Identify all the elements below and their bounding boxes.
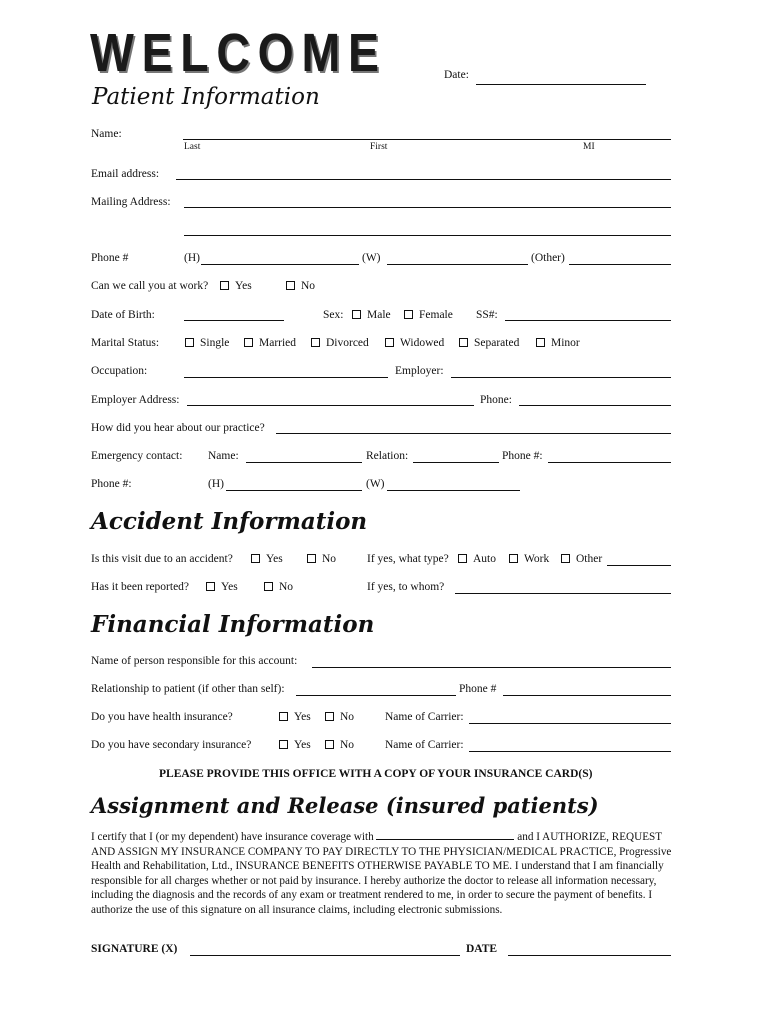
checkbox-icon[interactable] (561, 554, 570, 563)
checkbox-icon[interactable] (251, 554, 260, 563)
emergency-relation-label: Relation: (366, 450, 409, 462)
checkbox-icon[interactable] (206, 582, 215, 591)
marital-label: Marital Status: (91, 337, 160, 349)
emergency-relation-field[interactable] (413, 462, 499, 463)
accident-type-work[interactable]: Work (509, 553, 549, 565)
secondary-insurance-label: Do you have secondary insurance? (91, 739, 252, 751)
responsible-label: Name of person responsible for this account: (91, 655, 298, 667)
emergency-name-field[interactable] (246, 462, 362, 463)
accident-to-whom-field[interactable] (455, 593, 671, 594)
phone-work-label: (W) (362, 252, 381, 264)
checkbox-icon[interactable] (220, 281, 229, 290)
signature-label: SIGNATURE (X) (91, 943, 178, 955)
checkbox-icon[interactable] (509, 554, 518, 563)
checkbox-icon[interactable] (244, 338, 253, 347)
health-insurance-no[interactable]: No (325, 711, 354, 723)
dob-field[interactable] (184, 320, 284, 321)
insurance-company-field[interactable] (376, 829, 514, 840)
name-mi-caption: MI (583, 142, 595, 152)
welcome-title: WELCOME (90, 23, 387, 83)
dob-label: Date of Birth: (91, 309, 155, 321)
date-field[interactable] (476, 84, 646, 85)
ssn-label: SS#: (476, 309, 498, 321)
employer-address-label: Employer Address: (91, 394, 180, 406)
responsible-phone-label: Phone # (459, 683, 497, 695)
sex-male[interactable]: Male (352, 309, 391, 321)
hear-about-label: How did you hear about our practice? (91, 422, 265, 434)
emergency-phone-label: Phone #: (502, 450, 543, 462)
financial-heading: Financial Information (91, 611, 375, 638)
checkbox-icon[interactable] (536, 338, 545, 347)
sex-label: Sex: (323, 309, 344, 321)
emergency-phone-field[interactable] (548, 462, 671, 463)
insurance-card-notice: PLEASE PROVIDE THIS OFFICE WITH A COPY OF YOUR INSURANCE CARD(S) (159, 768, 593, 780)
patient-info-subtitle: Patient Information (92, 84, 320, 110)
call-work-label: Can we call you at work? (91, 280, 209, 292)
signature-date-label: DATE (466, 943, 498, 955)
responsible-phone-field[interactable] (503, 695, 671, 696)
accident-type-other[interactable]: Other (561, 553, 602, 565)
marital-married[interactable]: Married (244, 337, 296, 349)
checkbox-icon[interactable] (264, 582, 273, 591)
mailing-address-label: Mailing Address: (91, 196, 171, 208)
mailing-address-field-2[interactable] (184, 235, 671, 236)
mailing-address-field[interactable] (184, 207, 671, 208)
email-field[interactable] (176, 179, 671, 180)
checkbox-icon[interactable] (279, 712, 288, 721)
employer-address-field[interactable] (187, 405, 474, 406)
phone-label: Phone # (91, 252, 129, 264)
emergency-phone-work-label: (W) (366, 478, 385, 490)
name-first-caption: First (370, 142, 388, 152)
accident-type-auto[interactable]: Auto (458, 553, 496, 565)
assignment-paragraph (91, 829, 681, 918)
marital-separated[interactable]: Separated (459, 337, 519, 349)
secondary-carrier-label: Name of Carrier: (385, 739, 464, 751)
call-work-yes[interactable]: Yes (220, 280, 252, 292)
signature-date-field[interactable] (508, 955, 671, 956)
checkbox-icon[interactable] (352, 310, 361, 319)
date-label: Date: (444, 69, 469, 81)
responsible-field[interactable] (312, 667, 671, 668)
phone-other-label: (Other) (531, 252, 565, 264)
accident-reported-yes[interactable]: Yes (206, 581, 238, 593)
accident-reported-no[interactable]: No (264, 581, 293, 593)
checkbox-icon[interactable] (185, 338, 194, 347)
relationship-label: Relationship to patient (if other than self): (91, 683, 285, 695)
emergency-phone-work-field[interactable] (387, 490, 520, 491)
marital-widowed[interactable]: Widowed (385, 337, 444, 349)
checkbox-icon[interactable] (458, 554, 467, 563)
assignment-text-3: REQUEST AND ASSIGN MY INSURANCE COMPANY TO PAY DIRECTLY TO THE PHYSICIAN/MEDICAL PRACTICE, Progressive Health and Rehabilitation, Ltd., INSURANCE BENEFITS OTHERWISE PAYABLE TO ME. I understand that I am financially responsible for all charges whether or not paid by insurance. I hereby authorize the doctor to release all information necessary, including the diagnosis and the records of any exam or treatment rendered to me, in order to secure the payment of benefits. I authorize the use of this signature on all insurance claims, including electronic submissions. (91, 831, 672, 916)
employer-label: Employer: (395, 365, 444, 377)
assignment-heading: Assignment and Release (insured patients) (91, 793, 599, 818)
emergency-phone2-label: Phone #: (91, 478, 132, 490)
relationship-field[interactable] (296, 695, 456, 696)
accident-heading: Accident Information (91, 508, 368, 535)
accident-reported-label: Has it been reported? (91, 581, 190, 593)
sex-female[interactable]: Female (404, 309, 453, 321)
name-label: Name: (91, 128, 122, 140)
phone-home-label: (H) (184, 252, 200, 264)
signature-field[interactable] (190, 955, 460, 956)
assignment-text-1: I certify that I (or my dependent) have insurance coverage with (91, 831, 374, 843)
checkbox-icon[interactable] (385, 338, 394, 347)
employer-phone-field[interactable] (519, 405, 671, 406)
emergency-phone-home-label: (H) (208, 478, 224, 490)
checkbox-icon[interactable] (311, 338, 320, 347)
secondary-insurance-no[interactable]: No (325, 739, 354, 751)
name-field[interactable] (183, 139, 671, 140)
accident-visit-yes[interactable]: Yes (251, 553, 283, 565)
health-insurance-label: Do you have health insurance? (91, 711, 233, 723)
phone-work-field[interactable] (387, 264, 528, 265)
call-work-no[interactable]: No (286, 280, 315, 292)
carrier-label: Name of Carrier: (385, 711, 464, 723)
carrier-field[interactable] (469, 723, 671, 724)
ssn-field[interactable] (505, 320, 671, 321)
occupation-field[interactable] (184, 377, 388, 378)
checkbox-icon[interactable] (286, 281, 295, 290)
name-last-caption: Last (184, 142, 201, 152)
marital-single[interactable]: Single (185, 337, 229, 349)
checkbox-icon[interactable] (307, 554, 316, 563)
email-label: Email address: (91, 168, 160, 180)
marital-divorced[interactable]: Divorced (311, 337, 369, 349)
checkbox-icon[interactable] (279, 740, 288, 749)
assignment-text-2: and I AUTHORIZE, (517, 831, 609, 843)
accident-other-field[interactable] (607, 565, 671, 566)
hear-about-field[interactable] (276, 433, 671, 434)
accident-visit-no[interactable]: No (307, 553, 336, 565)
employer-phone-label: Phone: (480, 394, 512, 406)
checkbox-icon[interactable] (404, 310, 413, 319)
emergency-name-label: Name: (208, 450, 239, 462)
emergency-contact-label: Emergency contact: (91, 450, 183, 462)
secondary-carrier-field[interactable] (469, 751, 671, 752)
secondary-insurance-yes[interactable]: Yes (279, 739, 311, 751)
phone-home-field[interactable] (201, 264, 359, 265)
accident-visit-label: Is this visit due to an accident? (91, 553, 233, 565)
occupation-label: Occupation: (91, 365, 148, 377)
checkbox-icon[interactable] (325, 712, 334, 721)
checkbox-icon[interactable] (459, 338, 468, 347)
phone-other-field[interactable] (569, 264, 671, 265)
employer-field[interactable] (451, 377, 671, 378)
health-insurance-yes[interactable]: Yes (279, 711, 311, 723)
accident-type-label: If yes, what type? (367, 553, 449, 565)
marital-minor[interactable]: Minor (536, 337, 580, 349)
accident-to-whom-label: If yes, to whom? (367, 581, 445, 593)
emergency-phone-home-field[interactable] (226, 490, 362, 491)
checkbox-icon[interactable] (325, 740, 334, 749)
